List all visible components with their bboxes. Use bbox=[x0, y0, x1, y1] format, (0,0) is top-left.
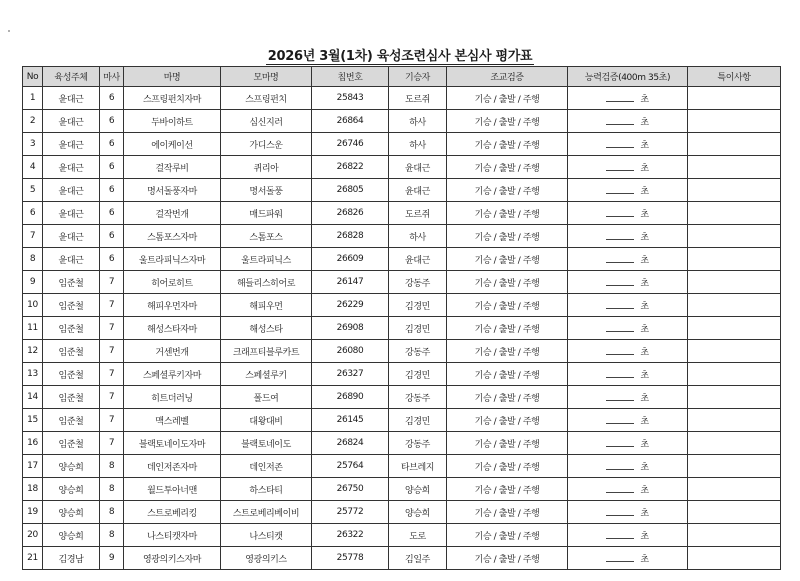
seconds-unit: 초 bbox=[640, 232, 649, 243]
cell-no: 16 bbox=[23, 432, 43, 455]
cell-jockey: 윤대근 bbox=[389, 179, 447, 202]
cell-ability bbox=[568, 363, 688, 386]
cell-age: 6 bbox=[100, 110, 124, 133]
evaluation-table bbox=[22, 66, 781, 570]
cell-horse: 히트더러닝 bbox=[124, 386, 221, 409]
cell-dam: 스페셜루키 bbox=[221, 363, 312, 386]
cell-ability bbox=[568, 432, 688, 455]
cell-remarks bbox=[688, 248, 781, 271]
cell-no: 6 bbox=[23, 202, 43, 225]
cell-age: 7 bbox=[100, 271, 124, 294]
table-row bbox=[23, 225, 781, 248]
seconds-unit: 초 bbox=[640, 439, 649, 450]
seconds-unit: 초 bbox=[640, 370, 649, 381]
cell-no: 10 bbox=[23, 294, 43, 317]
cell-check: 기승 / 출발 / 주행 bbox=[447, 179, 568, 202]
cell-trainer: 임준철 bbox=[43, 294, 100, 317]
cell-trainer: 윤대근 bbox=[43, 156, 100, 179]
cell-check: 기승 / 출발 / 주행 bbox=[447, 271, 568, 294]
time-blank-line bbox=[606, 554, 634, 562]
cell-check: 기승 / 출발 / 주행 bbox=[447, 524, 568, 547]
cell-horse: 명서돌풍자마 bbox=[124, 179, 221, 202]
cell-check: 기승 / 출발 / 주행 bbox=[447, 478, 568, 501]
cell-ability bbox=[568, 501, 688, 524]
cell-remarks bbox=[688, 202, 781, 225]
cell-remarks bbox=[688, 340, 781, 363]
cell-trainer: 윤대근 bbox=[43, 202, 100, 225]
seconds-unit: 초 bbox=[640, 255, 649, 266]
cell-trainer: 임준철 bbox=[43, 363, 100, 386]
cell-no: 12 bbox=[23, 340, 43, 363]
cell-ability bbox=[568, 156, 688, 179]
page-title: 2026년 3월(1차) 육성조련심사 본심사 평가표 bbox=[267, 49, 533, 64]
time-blank-line bbox=[606, 255, 634, 263]
cell-remarks bbox=[688, 87, 781, 110]
table-row bbox=[23, 87, 781, 110]
cell-chip: 25778 bbox=[312, 547, 389, 570]
cell-jockey: 양승희 bbox=[389, 501, 447, 524]
cell-ability bbox=[568, 386, 688, 409]
cell-ability bbox=[568, 547, 688, 570]
cell-jockey: 하사 bbox=[389, 133, 447, 156]
cell-horse: 걸작루비 bbox=[124, 156, 221, 179]
cell-trainer: 김경남 bbox=[43, 547, 100, 570]
cell-dam: 명서돌풍 bbox=[221, 179, 312, 202]
cell-dam: 데인저존 bbox=[221, 455, 312, 478]
cell-age: 6 bbox=[100, 156, 124, 179]
cell-trainer: 윤대근 bbox=[43, 248, 100, 271]
cell-dam: 하스타티 bbox=[221, 478, 312, 501]
time-blank-line bbox=[606, 347, 634, 355]
cell-age: 7 bbox=[100, 363, 124, 386]
cell-jockey: 김경민 bbox=[389, 409, 447, 432]
cell-trainer: 양승희 bbox=[43, 478, 100, 501]
cell-dam: 크래프티블루카트 bbox=[221, 340, 312, 363]
cell-remarks bbox=[688, 110, 781, 133]
cell-trainer: 윤대근 bbox=[43, 225, 100, 248]
time-blank-line bbox=[606, 370, 634, 378]
cell-ability bbox=[568, 225, 688, 248]
cell-check: 기승 / 출발 / 주행 bbox=[447, 409, 568, 432]
cell-chip: 26864 bbox=[312, 110, 389, 133]
seconds-unit: 초 bbox=[640, 485, 649, 496]
cell-jockey: 윤대근 bbox=[389, 248, 447, 271]
time-blank-line bbox=[606, 485, 634, 493]
cell-jockey: 윤대근 bbox=[389, 156, 447, 179]
table-row bbox=[23, 340, 781, 363]
cell-age: 6 bbox=[100, 133, 124, 156]
cell-jockey: 강동주 bbox=[389, 386, 447, 409]
time-blank-line bbox=[606, 324, 634, 332]
cell-dam: 해성스타 bbox=[221, 317, 312, 340]
cell-no: 8 bbox=[23, 248, 43, 271]
cell-ability bbox=[568, 87, 688, 110]
cell-remarks bbox=[688, 317, 781, 340]
scan-speck bbox=[8, 30, 10, 32]
cell-age: 6 bbox=[100, 87, 124, 110]
cell-dam: 울트라피닉스 bbox=[221, 248, 312, 271]
col-header-horse: 마명 bbox=[124, 67, 221, 87]
cell-horse: 나스티캣자마 bbox=[124, 524, 221, 547]
table-row bbox=[23, 110, 781, 133]
cell-chip: 25843 bbox=[312, 87, 389, 110]
seconds-unit: 초 bbox=[640, 347, 649, 358]
time-blank-line bbox=[606, 209, 634, 217]
time-blank-line bbox=[606, 94, 634, 102]
cell-remarks bbox=[688, 133, 781, 156]
cell-check: 기승 / 출발 / 주행 bbox=[447, 133, 568, 156]
cell-no: 19 bbox=[23, 501, 43, 524]
cell-jockey: 김경민 bbox=[389, 294, 447, 317]
cell-chip: 26890 bbox=[312, 386, 389, 409]
cell-dam: 스톰포스 bbox=[221, 225, 312, 248]
cell-jockey: 하사 bbox=[389, 225, 447, 248]
cell-age: 9 bbox=[100, 547, 124, 570]
cell-age: 6 bbox=[100, 225, 124, 248]
cell-jockey: 김일주 bbox=[389, 547, 447, 570]
cell-ability bbox=[568, 524, 688, 547]
cell-chip: 26147 bbox=[312, 271, 389, 294]
cell-jockey: 도르쥐 bbox=[389, 202, 447, 225]
cell-check: 기승 / 출발 / 주행 bbox=[447, 248, 568, 271]
cell-dam: 해피우먼 bbox=[221, 294, 312, 317]
col-header-chip: 칩번호 bbox=[312, 67, 389, 87]
seconds-unit: 초 bbox=[640, 301, 649, 312]
cell-remarks bbox=[688, 179, 781, 202]
seconds-unit: 초 bbox=[640, 554, 649, 565]
cell-chip: 25772 bbox=[312, 501, 389, 524]
cell-no: 5 bbox=[23, 179, 43, 202]
col-header-no: No bbox=[23, 67, 43, 87]
table-row bbox=[23, 202, 781, 225]
cell-jockey: 하사 bbox=[389, 110, 447, 133]
cell-check: 기승 / 출발 / 주행 bbox=[447, 294, 568, 317]
table-row bbox=[23, 455, 781, 478]
table-row bbox=[23, 409, 781, 432]
cell-check: 기승 / 출발 / 주행 bbox=[447, 225, 568, 248]
cell-jockey: 타브레지 bbox=[389, 455, 447, 478]
cell-trainer: 윤대근 bbox=[43, 87, 100, 110]
col-header-age: 마사 bbox=[100, 67, 124, 87]
cell-chip: 26229 bbox=[312, 294, 389, 317]
cell-jockey: 도로 bbox=[389, 524, 447, 547]
cell-trainer: 임준철 bbox=[43, 271, 100, 294]
cell-dam: 매드파워 bbox=[221, 202, 312, 225]
cell-no: 20 bbox=[23, 524, 43, 547]
cell-dam: 해들리스히어로 bbox=[221, 271, 312, 294]
cell-chip: 26322 bbox=[312, 524, 389, 547]
cell-remarks bbox=[688, 409, 781, 432]
col-header-trainer: 육성주체 bbox=[43, 67, 100, 87]
cell-ability bbox=[568, 271, 688, 294]
cell-jockey: 김경민 bbox=[389, 363, 447, 386]
cell-ability bbox=[568, 179, 688, 202]
time-blank-line bbox=[606, 186, 634, 194]
seconds-unit: 초 bbox=[640, 209, 649, 220]
cell-trainer: 양승희 bbox=[43, 524, 100, 547]
seconds-unit: 초 bbox=[640, 324, 649, 335]
cell-trainer: 임준철 bbox=[43, 340, 100, 363]
cell-trainer: 양승희 bbox=[43, 455, 100, 478]
cell-dam: 영광의키스 bbox=[221, 547, 312, 570]
cell-remarks bbox=[688, 432, 781, 455]
cell-chip: 26805 bbox=[312, 179, 389, 202]
cell-ability bbox=[568, 340, 688, 363]
time-blank-line bbox=[606, 140, 634, 148]
time-blank-line bbox=[606, 393, 634, 401]
cell-age: 6 bbox=[100, 248, 124, 271]
table-row bbox=[23, 156, 781, 179]
cell-horse: 에이케이선 bbox=[124, 133, 221, 156]
col-header-dam: 모마명 bbox=[221, 67, 312, 87]
time-blank-line bbox=[606, 232, 634, 240]
time-blank-line bbox=[606, 508, 634, 516]
table-row bbox=[23, 317, 781, 340]
cell-check: 기승 / 출발 / 주행 bbox=[447, 455, 568, 478]
table-row bbox=[23, 478, 781, 501]
cell-trainer: 양승희 bbox=[43, 501, 100, 524]
cell-age: 8 bbox=[100, 524, 124, 547]
seconds-unit: 초 bbox=[640, 531, 649, 542]
seconds-unit: 초 bbox=[640, 186, 649, 197]
cell-dam: 스프링펀치 bbox=[221, 87, 312, 110]
time-blank-line bbox=[606, 462, 634, 470]
cell-no: 4 bbox=[23, 156, 43, 179]
cell-check: 기승 / 출발 / 주행 bbox=[447, 87, 568, 110]
cell-no: 13 bbox=[23, 363, 43, 386]
time-blank-line bbox=[606, 278, 634, 286]
cell-age: 7 bbox=[100, 340, 124, 363]
col-header-remarks: 특이사항 bbox=[688, 67, 781, 87]
cell-chip: 26826 bbox=[312, 202, 389, 225]
cell-horse: 스페셜루키자마 bbox=[124, 363, 221, 386]
table-row bbox=[23, 432, 781, 455]
cell-no: 3 bbox=[23, 133, 43, 156]
cell-age: 8 bbox=[100, 455, 124, 478]
cell-horse: 월드투아너맨 bbox=[124, 478, 221, 501]
cell-horse: 울트라피닉스자마 bbox=[124, 248, 221, 271]
cell-chip: 26908 bbox=[312, 317, 389, 340]
time-blank-line bbox=[606, 416, 634, 424]
col-header-jockey: 기승자 bbox=[389, 67, 447, 87]
cell-horse: 영광의키스자마 bbox=[124, 547, 221, 570]
cell-chip: 25764 bbox=[312, 455, 389, 478]
cell-check: 기승 / 출발 / 주행 bbox=[447, 501, 568, 524]
time-blank-line bbox=[606, 439, 634, 447]
cell-chip: 26824 bbox=[312, 432, 389, 455]
table-row bbox=[23, 294, 781, 317]
seconds-unit: 초 bbox=[640, 94, 649, 105]
cell-jockey: 강동주 bbox=[389, 271, 447, 294]
table-row bbox=[23, 524, 781, 547]
cell-horse: 두바이하트 bbox=[124, 110, 221, 133]
cell-chip: 26145 bbox=[312, 409, 389, 432]
cell-age: 8 bbox=[100, 478, 124, 501]
cell-no: 14 bbox=[23, 386, 43, 409]
cell-horse: 스톰포스자마 bbox=[124, 225, 221, 248]
cell-remarks bbox=[688, 294, 781, 317]
cell-chip: 26750 bbox=[312, 478, 389, 501]
cell-remarks bbox=[688, 225, 781, 248]
seconds-unit: 초 bbox=[640, 462, 649, 473]
cell-horse: 히어로히트 bbox=[124, 271, 221, 294]
cell-trainer: 윤대근 bbox=[43, 110, 100, 133]
cell-dam: 블랙토네이도 bbox=[221, 432, 312, 455]
cell-dam: 퀴리아 bbox=[221, 156, 312, 179]
cell-chip: 26822 bbox=[312, 156, 389, 179]
cell-age: 8 bbox=[100, 501, 124, 524]
cell-chip: 26327 bbox=[312, 363, 389, 386]
cell-dam: 폴드여 bbox=[221, 386, 312, 409]
cell-jockey: 강동주 bbox=[389, 432, 447, 455]
table-row bbox=[23, 386, 781, 409]
cell-remarks bbox=[688, 386, 781, 409]
cell-no: 11 bbox=[23, 317, 43, 340]
cell-chip: 26746 bbox=[312, 133, 389, 156]
time-blank-line bbox=[606, 301, 634, 309]
cell-check: 기승 / 출발 / 주행 bbox=[447, 156, 568, 179]
cell-remarks bbox=[688, 478, 781, 501]
header-row bbox=[23, 67, 781, 87]
time-blank-line bbox=[606, 117, 634, 125]
cell-check: 기승 / 출발 / 주행 bbox=[447, 110, 568, 133]
seconds-unit: 초 bbox=[640, 508, 649, 519]
cell-jockey: 양승희 bbox=[389, 478, 447, 501]
col-header-check: 조교검증 bbox=[447, 67, 568, 87]
cell-dam: 대왕대비 bbox=[221, 409, 312, 432]
cell-ability bbox=[568, 248, 688, 271]
cell-dam: 스트로베리베이비 bbox=[221, 501, 312, 524]
seconds-unit: 초 bbox=[640, 140, 649, 151]
cell-remarks bbox=[688, 363, 781, 386]
cell-no: 1 bbox=[23, 87, 43, 110]
cell-check: 기승 / 출발 / 주행 bbox=[447, 386, 568, 409]
cell-check: 기승 / 출발 / 주행 bbox=[447, 363, 568, 386]
cell-remarks bbox=[688, 501, 781, 524]
seconds-unit: 초 bbox=[640, 117, 649, 128]
seconds-unit: 초 bbox=[640, 163, 649, 174]
seconds-unit: 초 bbox=[640, 393, 649, 404]
col-header-ability: 능력검증(400m 35초) bbox=[568, 67, 688, 87]
cell-jockey: 강동주 bbox=[389, 340, 447, 363]
table-row bbox=[23, 179, 781, 202]
cell-check: 기승 / 출발 / 주행 bbox=[447, 432, 568, 455]
time-blank-line bbox=[606, 531, 634, 539]
cell-chip: 26828 bbox=[312, 225, 389, 248]
cell-ability bbox=[568, 478, 688, 501]
cell-dam: 가디스운 bbox=[221, 133, 312, 156]
cell-no: 7 bbox=[23, 225, 43, 248]
cell-jockey: 도르쥐 bbox=[389, 87, 447, 110]
cell-remarks bbox=[688, 524, 781, 547]
seconds-unit: 초 bbox=[640, 278, 649, 289]
cell-no: 17 bbox=[23, 455, 43, 478]
cell-horse: 걸작번개 bbox=[124, 202, 221, 225]
cell-ability bbox=[568, 202, 688, 225]
cell-ability bbox=[568, 110, 688, 133]
cell-chip: 26609 bbox=[312, 248, 389, 271]
seconds-unit: 초 bbox=[640, 416, 649, 427]
cell-remarks bbox=[688, 156, 781, 179]
cell-horse: 해성스타자마 bbox=[124, 317, 221, 340]
time-blank-line bbox=[606, 163, 634, 171]
cell-horse: 데인저존자마 bbox=[124, 455, 221, 478]
cell-ability bbox=[568, 455, 688, 478]
cell-check: 기승 / 출발 / 주행 bbox=[447, 340, 568, 363]
cell-horse: 해피우먼자마 bbox=[124, 294, 221, 317]
cell-age: 6 bbox=[100, 202, 124, 225]
table-row bbox=[23, 133, 781, 156]
cell-horse: 블랙토네이도자마 bbox=[124, 432, 221, 455]
cell-dam: 나스티캣 bbox=[221, 524, 312, 547]
cell-age: 6 bbox=[100, 179, 124, 202]
table-row bbox=[23, 271, 781, 294]
cell-check: 기승 / 출발 / 주행 bbox=[447, 547, 568, 570]
cell-age: 7 bbox=[100, 386, 124, 409]
cell-ability bbox=[568, 133, 688, 156]
cell-horse: 맥스레벨 bbox=[124, 409, 221, 432]
cell-remarks bbox=[688, 547, 781, 570]
cell-horse: 거센번개 bbox=[124, 340, 221, 363]
cell-ability bbox=[568, 409, 688, 432]
cell-trainer: 임준철 bbox=[43, 317, 100, 340]
cell-no: 15 bbox=[23, 409, 43, 432]
cell-ability bbox=[568, 294, 688, 317]
cell-no: 2 bbox=[23, 110, 43, 133]
table-row bbox=[23, 501, 781, 524]
cell-horse: 스트로베리킹 bbox=[124, 501, 221, 524]
table-row bbox=[23, 363, 781, 386]
cell-no: 18 bbox=[23, 478, 43, 501]
cell-check: 기승 / 출발 / 주행 bbox=[447, 202, 568, 225]
cell-remarks bbox=[688, 455, 781, 478]
cell-trainer: 윤대근 bbox=[43, 133, 100, 156]
cell-remarks bbox=[688, 271, 781, 294]
table-row bbox=[23, 248, 781, 271]
cell-no: 21 bbox=[23, 547, 43, 570]
cell-horse: 스프링펀치자마 bbox=[124, 87, 221, 110]
cell-check: 기승 / 출발 / 주행 bbox=[447, 317, 568, 340]
cell-chip: 26080 bbox=[312, 340, 389, 363]
cell-no: 9 bbox=[23, 271, 43, 294]
cell-trainer: 윤대근 bbox=[43, 179, 100, 202]
cell-age: 7 bbox=[100, 432, 124, 455]
cell-age: 7 bbox=[100, 317, 124, 340]
cell-ability bbox=[568, 317, 688, 340]
table-row bbox=[23, 547, 781, 570]
cell-trainer: 임준철 bbox=[43, 386, 100, 409]
cell-dam: 심신지러 bbox=[221, 110, 312, 133]
cell-age: 7 bbox=[100, 409, 124, 432]
cell-jockey: 김경민 bbox=[389, 317, 447, 340]
cell-age: 7 bbox=[100, 294, 124, 317]
table-body bbox=[23, 87, 781, 570]
cell-trainer: 임준철 bbox=[43, 409, 100, 432]
cell-trainer: 임준철 bbox=[43, 432, 100, 455]
